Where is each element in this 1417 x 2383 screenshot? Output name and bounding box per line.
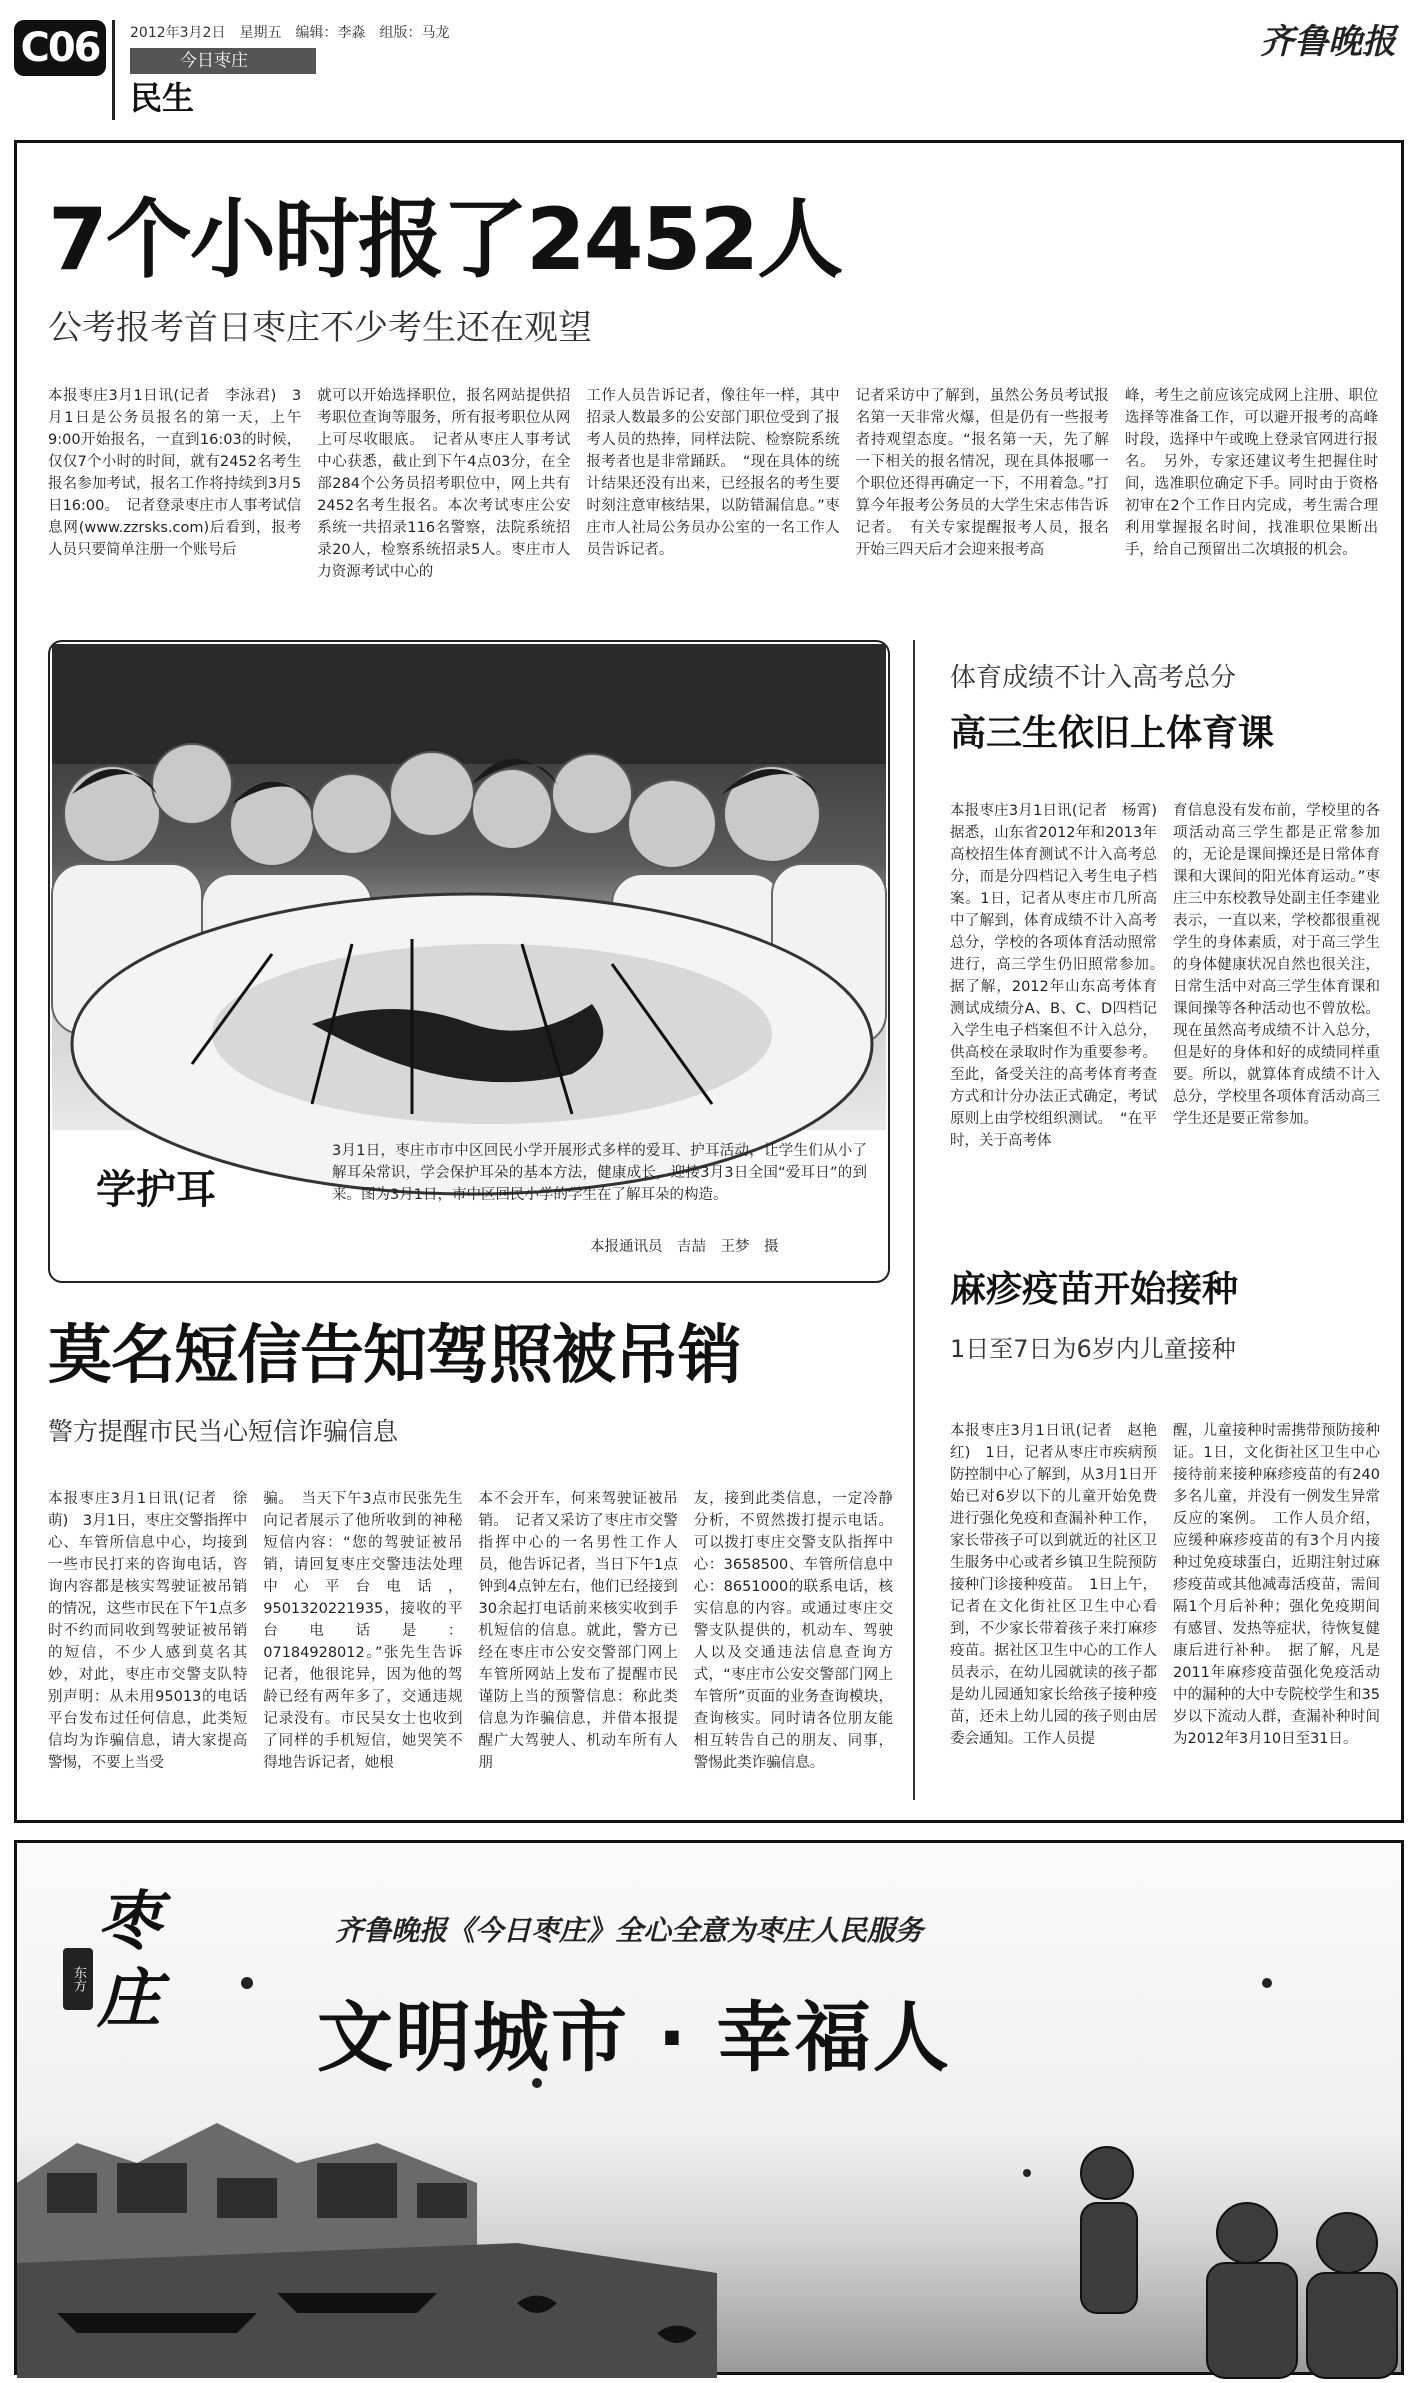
lead-body (48, 385, 1378, 617)
banner-seal: 东方 (63, 1948, 93, 2010)
sms-body (48, 1488, 893, 1810)
header-divider (112, 20, 115, 120)
banner-slogan: 齐鲁晚报《今日枣庄》全心全意为枣庄人民服务 (335, 1914, 924, 1947)
lead-col-4: 记者采访中了解到，虽然公务员考试报名第一天非常火爆，但是仍有一些报考者持观望态度。“报名第一天，先了解一下相关的报名情况，现在具体报哪一个职位还得再确定一下，不用着急。”打算今年报考公务员的大学生宋志伟告诉记者。 有关专家提醒报考人员，报名开始三四天后才会迎来报考高 (855, 388, 1109, 558)
photo-illustration (52, 644, 886, 1130)
page-code: C06 (20, 25, 100, 71)
lead-col-3: 工作人员告诉记者，像往年一样，其中招录人数最多的公安部门职位受到了报考人员的热捧，同样法院、检察院系统报考者也是非常踊跃。 “现在具体的统计结果还没有出来，已经报名的考生要时刻注意审核结果，以防错漏信息。”枣庄市人社局公务员办公室的一名工作人员告诉记者。 (586, 388, 840, 558)
sms-col-4: 友，接到此类信息，一定冷静分析，不贸然拨打提示电话。可以拨打枣庄交警支队指挥中心：3658500、车管所信息中心：8651000的联系电话，核实信息的内容。或通过枣庄交警支队提供的，机动车、驾驶人以及交通违法信息查询方式，“枣庄市公安交警部门网上车管所”页面的业务查询模块，查询核实。同时请各位朋友能相互转告自己的朋友、同事，警惕此类诈骗信息。 (693, 1491, 893, 1771)
sports-kicker: 体育成绩不计入高考总分 (950, 663, 1237, 693)
sms-col-3: 本不会开车，何来驾驶证被吊销。 记者又采访了枣庄市交警指挥中心的一名男性工作人员，他告诉记者，当日下午1点钟到4点钟左右，他们已经接到30余起打电话前来核实收到手机短信的信息。就此，警方已经在枣庄市公安交警部门网上车管所网站上发布了提醒市民谨防上当的预警信息：称此类信息为诈骗信息，并借本报提醒广大驾驶人、机动车所有人朋 (478, 1491, 678, 1771)
section-name: 民生 (130, 79, 195, 117)
lead-headline: 7个小时报了2452人 (48, 190, 842, 290)
sports-col-2: 育信息没有发布前，学校里的各项活动高三学生都是正常参加的，无论是课间操还是日常体育课和大课间的阳光体育运动。”枣庄三中东校教导处副主任李建业表示，一直以来，学校都很重视学生的身体素质，对于高三学生的身体健康状况自然也很关注，日常生活中对高三学生体育课和课间操等各种活动也不曾放松。现在虽然高考成绩不计入总分，但是好的身体和好的成绩同样重要。所以，就算体育成绩不计入总分，学校里各项体育活动高三学生还是要正常参加。 (1173, 803, 1380, 1127)
sms-headline: 莫名短信告知驾照被吊销 (48, 1319, 741, 1393)
vaccine-subhead: 1日至7日为6岁内儿童接种 (950, 1335, 1236, 1363)
banner-ad (14, 1840, 1404, 2375)
photo-title: 学护耳 (96, 1167, 216, 1213)
right-column-rule (913, 640, 915, 1800)
children-ear-model-photo (52, 644, 886, 1130)
section-tag: 今日枣庄 (130, 48, 316, 74)
masthead (0, 0, 1417, 135)
lead-col-2: 就可以开始选择职位，报名网站提供招考职位查询等服务，所有报考职位从网上可尽收眼底。 记者从枣庄人事考试中心获悉，截止到下午4点03分，在全部284个公务员招考职位中，网上共有2452名考生报名。本次考试枣庄公安系统一共招录116名警察，法院系统招录20人，检察系统招录5人。枣庄市人力资源考试中心的 (317, 388, 571, 580)
sports-col-1: 本报枣庄3月1日讯(记者 杨霄) 据悉，山东省2012年和2013年高校招生体育测试不计入高考总分，而是分四档记入考生电子档案。1日，记者从枣庄市几所高中了解到，体育成绩不计入高考总分，学校的各项体育活动照常进行，高三学生仍旧照常参加。 据了解，2012年山东高考体育测试成绩分A、B、C、D四档记入学生电子档案但不计入总分，供高校在录取时作为重要参考。至此，备受关注的高考体育考查方式和计分办法正式确定，考试原则上由学校组织测试。 “在平时，关于高考体 (950, 803, 1172, 1149)
banner-calligraphy: 枣庄 (97, 1884, 165, 2037)
photo-caption: 3月1日，枣庄市市中区回民小学开展形式多样的爱耳、护耳活动，让学生们从小了解耳朵常识，学会保护耳朵的基本方法，健康成长，迎接3月3日全国“爱耳日”的到来。图为3月1日，市中区回民小学的学生在了解耳朵的构造。 (332, 1143, 867, 1203)
vaccine-headline: 麻疹疫苗开始接种 (950, 1269, 1239, 1310)
banner-headline: 文明城市 · 幸福人 (317, 1993, 951, 2082)
date-line: 2012年3月2日 星期五 编辑：李淼 组版：马龙 (130, 25, 450, 41)
sports-body (950, 800, 1380, 1232)
vaccine-body (950, 1420, 1380, 1810)
sms-col-1: 本报枣庄3月1日讯(记者 徐萌) 3月1日，枣庄交警指挥中心、车管所信息中心，均接到一些市民打来的咨询电话，咨询内容都是核实驾驶证被吊销的情况，这些市民在下午1点多时不约而同收到驾驶证被吊销的短信，不少人感到莫名其妙，对此，枣庄市交警支队特别声明：从未用95013的电话平台发布过任何信息，此类短信均为诈骗信息，请大家提高警惕，不要上当受 (48, 1491, 248, 1771)
sms-subhead: 警方提醒市民当心短信诈骗信息 (48, 1417, 399, 1446)
photo-credit: 本报通讯员 吉喆 王梦 摄 (590, 1239, 779, 1255)
sports-headline: 高三生依旧上体育课 (950, 713, 1275, 754)
sms-col-2: 骗。 当天下午3点市民张先生向记者展示了他所收到的神秘短信内容：“您的驾驶证被吊销，请回复枣庄交警违法处理中心平台电话，9501320221935，接收的平台电话是：07184928012。”张先生告诉记者，他很诧异，因为他的驾龄已经有两年多了，交通违规记录没有。市民吴女士也收到了同样的手机短信，她哭笑不得地告诉记者，她根 (263, 1491, 463, 1771)
paper-name-logo: 齐鲁晚报 (1260, 22, 1396, 62)
lead-col-5: 峰，考生之前应该完成网上注册、职位选择等准备工作，可以避开报考的高峰时段，选择中午或晚上登录官网进行报名。 另外，专家还建议考生把握住时间，选准职位确定下手。同时由于资格初审在2个工作日内完成，考生需合理利用掌握报名时间，找准职位果断出手，给自己预留出二次填报的机会。 (1124, 388, 1379, 558)
lead-col-1: 本报枣庄3月1日讯(记者 李泳君) 3月1日是公务员报名的第一天，上午9:00开始报名，一直到16:03的时候，仅仅7个小时的时间，就有2452名考生报名参加考试，报名工作将持续到3月5日16:00。 记者登录枣庄市人事考试信息网(www.zzrsks.com)后看到，报考人员只要简单注册一个账号后 (48, 388, 302, 558)
vaccine-col-2: 醒，儿童接种时需携带预防接种证。1日，文化街社区卫生中心接待前来接种麻疹疫苗的有240多名儿童，并没有一例发生异常反应的案例。 工作人员介绍，应缓种麻疹疫苗的有3个月内接种过免疫球蛋白，近期注射过麻疹疫苗或其他减毒活疫苗，需间隔1个月后补种；强化免疫期间有感冒、发热等症状，待恢复健康后进行补种。 据了解，凡是2011年麻疹疫苗强化免疫活动中的漏种的大中专院校学生和35岁以下流动人群，查漏补种时间为2012年3月10日至31日。 (1173, 1423, 1380, 1747)
lead-subhead: 公考报考首日枣庄不少考生还在观望 (48, 308, 592, 348)
vaccine-col-1: 本报枣庄3月1日讯(记者 赵艳红) 1日，记者从枣庄市疾病预防控制中心了解到，从3月1日开始已对6岁以下的儿童开始免费进行强化免疫和查漏补种工作，家长带孩子可以到就近的社区卫生服务中心或者乡镇卫生院预防接种门诊接种疫苗。 1日上午，记者在文化街社区卫生中心看到，不少家长带着孩子来打麻疹疫苗。据社区卫生中心的工作人员表示，在幼儿园就读的孩子都是幼儿园通知家长给孩子接种疫苗，还未上幼儿园的孩子则由居委会通知。工作人员提 (950, 1423, 1157, 1747)
